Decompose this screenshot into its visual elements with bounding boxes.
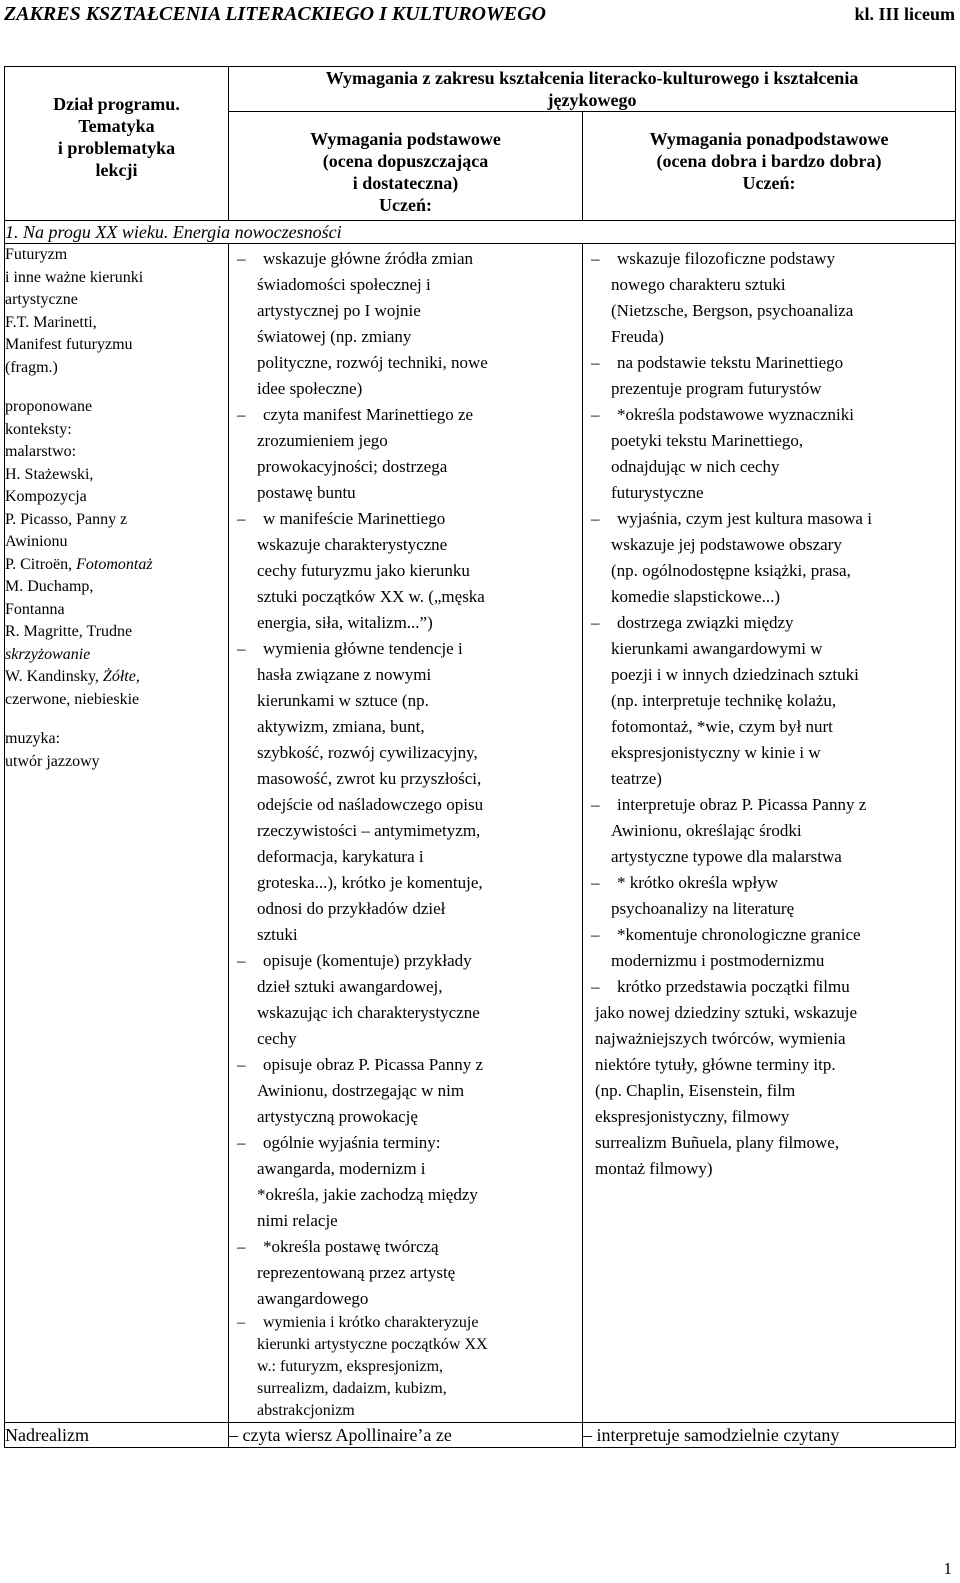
dash: – — [591, 405, 600, 424]
dash: – — [591, 795, 600, 814]
requirement-line: rzeczywistości – antymimetyzm, — [257, 821, 481, 840]
section-title: 1. Na progu XX wieku. Energia nowoczesności — [5, 221, 956, 244]
requirement-line: futurystyczne — [611, 483, 704, 502]
requirement-line: świadomości społecznej i — [257, 275, 431, 294]
requirement-line: sztuki — [257, 925, 298, 944]
requirement-line: odnajdując w nich cechy — [611, 457, 780, 476]
requirement-line: szybkość, rozwój cywilizacyjny, — [257, 743, 478, 762]
advanced-plain-line: jako nowej dziedziny sztuki, wskazuje — [595, 1003, 858, 1022]
document-title: ZAKRES KSZTAŁCENIA LITERACKIEGO I KULTUROWEGO — [4, 3, 546, 25]
requirement-item — [591, 610, 951, 792]
requirement-line: zrozumieniem jego — [257, 431, 388, 450]
advanced-plain-line: niektóre tytuły, główne terminy itp. — [595, 1055, 836, 1074]
context-line: Kompozycja — [5, 488, 87, 505]
requirement-line: deformacja, karykatura i — [257, 847, 424, 866]
requirement-item — [237, 1052, 578, 1130]
dash: – — [229, 1425, 238, 1445]
requirement-line: opisuje (komentuje) przykłady — [263, 951, 472, 970]
advanced-requirements-cell — [583, 244, 956, 1423]
requirement-line: kierunki artystyczne początków XX — [257, 1336, 488, 1353]
requirement-line: postawę buntu — [257, 483, 356, 502]
topic-line: artystyczne — [5, 291, 78, 308]
requirement-line: Awinionu, określając środki — [611, 821, 802, 840]
topic-line: Manifest futuryzmu — [5, 336, 133, 353]
requirement-line: wskazuje filozoficzne podstawy — [617, 249, 836, 268]
dash: – — [237, 1055, 246, 1074]
requirement-item — [237, 1234, 578, 1312]
requirement-line: polityczne, rozwój techniki, nowe — [257, 353, 488, 372]
requirement-line: nowego charakteru sztuki — [611, 275, 786, 294]
requirement-line: w.: futuryzm, ekspresjonizm, — [257, 1358, 444, 1375]
requirement-line: (np. interpretuje technikę kolażu, — [611, 691, 837, 710]
requirement-line: groteska...), krótko je komentuje, — [257, 873, 483, 892]
basic-header — [229, 112, 583, 221]
dash: – — [237, 639, 246, 658]
topics-cell — [5, 244, 229, 1423]
requirement-line: energia, siła, witalizm...”) — [257, 613, 433, 632]
dash: – — [591, 509, 600, 528]
requirement-line: wskazując ich charakterystyczne — [257, 1003, 480, 1022]
requirement-line: opisuje obraz P. Picassa Panny z — [263, 1055, 484, 1074]
requirement-item — [591, 350, 951, 402]
advanced-header — [583, 112, 956, 221]
requirement-line: awangarda, modernizm i — [257, 1159, 426, 1178]
requirement-line: poezji i w innych dziedzinach sztuki — [611, 665, 859, 684]
topic-line: Futuryzm — [5, 246, 68, 263]
requirement-line: fotomontaż, *wie, czym był nurt — [611, 717, 833, 736]
dash: – — [237, 951, 246, 970]
advanced-header-line: Uczeń: — [742, 173, 796, 193]
requirement-line: kierunkami awangardowymi w — [611, 639, 823, 658]
footer-basic — [229, 1423, 583, 1448]
dash: – — [237, 405, 246, 424]
advanced-header-line: (ocena dobra i bardzo dobra) — [656, 151, 882, 171]
advanced-plain-line: (np. Chaplin, Eisenstein, film — [595, 1081, 796, 1100]
requirement-line: psychoanalizy na literaturę — [611, 899, 795, 918]
advanced-plain-line: surrealizm Buñuela, plany filmowe, — [595, 1133, 840, 1152]
context-line: Awinionu — [5, 533, 68, 550]
page-number: 1 — [943, 1559, 952, 1578]
requirement-line: abstrakcjonizm — [257, 1402, 355, 1419]
context-line: malarstwo: — [5, 443, 77, 460]
requirement-line: teatrze) — [611, 769, 662, 788]
context-line: konteksty: — [5, 420, 72, 438]
footer-basic-text: czyta wiersz Apollinaire’a ze — [242, 1425, 452, 1445]
requirement-line: artystyczne typowe dla malarstwa — [611, 847, 842, 866]
requirement-item — [237, 506, 578, 636]
requirement-item — [237, 636, 578, 948]
requirement-line: *określa podstawowe wyznaczniki — [617, 405, 854, 424]
topic-line: (fragm.) — [5, 358, 58, 376]
topic-line: F.T. Marinetti, — [5, 313, 97, 331]
requirement-line: awangardowego — [257, 1289, 369, 1308]
advanced-header-line: Wymagania ponadpodstawowe — [649, 129, 889, 149]
context-line: R. Magritte, Trudne — [5, 623, 133, 640]
requirement-item — [591, 792, 951, 870]
requirement-line: cechy futuryzmu jako kierunku — [257, 561, 470, 580]
dash: – — [591, 925, 600, 944]
requirement-line: wymienia i krótko charakteryzuje — [263, 1314, 479, 1331]
requirement-line: aktywizm, zmiana, bunt, — [257, 717, 425, 736]
requirement-line: (np. ogólnodostępne książki, prasa, — [611, 561, 851, 580]
requirement-line: artystyczną prowokację — [257, 1107, 418, 1126]
dash: – — [591, 249, 600, 268]
basic-requirements-cell — [229, 244, 583, 1423]
page-header — [4, 0, 955, 30]
dash: – — [591, 977, 600, 996]
requirement-line: *komentuje chronologiczne granice — [617, 925, 861, 944]
requirement-item — [591, 246, 951, 350]
basic-header-line: Uczeń: — [379, 195, 432, 215]
requirement-line: (Nietzsche, Bergson, psychoanaliza — [611, 301, 854, 320]
context-line: P. Citroën, Fotomontaż — [5, 555, 153, 573]
requirement-line: wskazuje główne źródła zmian — [263, 249, 474, 268]
col1-header-line: lekcji — [95, 160, 138, 180]
requirement-item — [237, 1312, 578, 1422]
requirement-line: wskazuje jej podstawowe obszary — [611, 535, 842, 554]
advanced-plain-line: montaż filmowy) — [595, 1159, 713, 1178]
requirement-line: * krótko określa wpływ — [617, 873, 779, 892]
requirement-line: interpretuje obraz P. Picassa Panny z — [617, 795, 867, 814]
basic-header-line: i dostateczna) — [352, 173, 459, 193]
dash: – — [237, 1314, 245, 1331]
requirement-line: artystycznej po I wojnie — [257, 301, 421, 320]
requirement-item — [591, 922, 951, 974]
context-line: proponowane — [5, 398, 93, 415]
requirement-line: kierunkami w sztuce (np. — [257, 691, 429, 710]
advanced-plain-line: ekspresjonistyczny, filmowy — [595, 1107, 790, 1126]
basic-header-line: (ocena dopuszczająca — [322, 151, 489, 171]
requirement-line: hasła związane z nowymi — [257, 665, 432, 684]
context-line: W. Kandinsky, Żółte, — [5, 668, 140, 685]
requirement-item — [237, 1130, 578, 1234]
requirement-line: czyta manifest Marinettiego ze — [263, 405, 474, 424]
requirement-line: dostrzega związki między — [617, 613, 794, 632]
context-line: skrzyżowanie — [5, 645, 91, 663]
requirement-line: wskazuje charakterystyczne — [257, 535, 448, 554]
requirement-line: poetyki tekstu Marinettiego, — [611, 431, 804, 450]
requirements-table — [4, 66, 956, 1448]
class-label: kl. III liceum — [854, 4, 955, 24]
main-header — [229, 67, 956, 112]
footer-advanced — [583, 1423, 956, 1448]
requirement-item — [591, 870, 951, 922]
basic-header-line: Wymagania podstawowe — [310, 129, 501, 149]
footer-advanced-text: interpretuje samodzielnie czytany — [596, 1425, 840, 1445]
main-header-line: Wymagania z zakresu kształcenia literacko-kulturowego i kształcenia — [325, 68, 859, 88]
requirement-line: cechy — [257, 1029, 297, 1048]
context-line: H. Stażewski, — [5, 465, 94, 483]
advanced-continuation — [583, 1000, 955, 1182]
requirement-line: krótko przedstawia początki filmu — [617, 977, 850, 996]
requirement-line: sztuki początków XX w. („męska — [257, 587, 485, 606]
requirement-line: masowość, zwrot ku przyszłości, — [257, 769, 482, 788]
footer-topic: Nadrealizm — [5, 1423, 229, 1448]
requirement-line: ekspresjonistyczny w kinie i w — [611, 743, 821, 762]
requirement-item — [237, 402, 578, 506]
requirement-item — [591, 506, 951, 610]
requirement-item — [237, 948, 578, 1052]
requirement-line: nimi relacje — [257, 1211, 338, 1230]
dash: – — [583, 1425, 592, 1445]
context-line: M. Duchamp, — [5, 578, 94, 595]
requirement-line: *określa, jakie zachodzą między — [257, 1185, 478, 1204]
context-line: czerwone, niebieskie — [5, 690, 140, 708]
music-line: utwór jazzowy — [5, 752, 100, 770]
requirement-line: odejście od naśladowczego opisu — [257, 795, 484, 814]
col1-header-line: Dział programu. — [53, 94, 180, 114]
requirement-line: modernizmu i postmodernizmu — [611, 951, 825, 970]
dash: – — [591, 873, 600, 892]
music-line: muzyka: — [5, 730, 61, 747]
requirement-line: światowej (np. zmiany — [257, 327, 412, 346]
requirement-line: surrealizm, dadaizm, kubizm, — [257, 1380, 447, 1397]
requirement-line: ogólnie wyjaśnia terminy: — [263, 1133, 441, 1152]
dash: – — [591, 353, 600, 372]
context-line: Fontanna — [5, 600, 65, 618]
requirement-line: w manifeście Marinettiego — [263, 509, 446, 528]
col1-header-line: Tematyka — [78, 116, 155, 136]
requirement-line: idee społeczne) — [257, 379, 363, 398]
requirement-item — [237, 246, 578, 402]
topic-line: i inne ważne kierunki — [5, 268, 144, 286]
requirement-item — [591, 974, 951, 1000]
requirement-line: reprezentowaną przez artystę — [257, 1263, 456, 1282]
dash: – — [237, 1237, 246, 1256]
advanced-plain-line: najważniejszych twórców, wymienia — [595, 1029, 846, 1048]
requirement-line: dzieł sztuki awangardowej, — [257, 977, 443, 996]
requirement-line: prowokacyjności; dostrzega — [257, 457, 448, 476]
requirement-line: prezentuje program futurystów — [611, 379, 822, 398]
requirement-line: Freuda) — [611, 327, 664, 346]
col1-header-line: i problematyka — [57, 138, 176, 158]
main-header-line: językowego — [547, 90, 637, 110]
context-line: P. Picasso, Panny z — [5, 510, 128, 528]
requirement-line: odnosi do przykładów dzieł — [257, 899, 446, 918]
dash: – — [237, 1133, 246, 1152]
dash: – — [591, 613, 600, 632]
requirement-line: komedie slapstickowe...) — [611, 587, 781, 606]
requirement-line: wymienia główne tendencje i — [263, 639, 463, 658]
requirement-line: wyjaśnia, czym jest kultura masowa i — [617, 509, 872, 528]
dash: – — [237, 509, 246, 528]
requirement-line: na podstawie tekstu Marinettiego — [617, 353, 844, 372]
requirement-line: Awinionu, dostrzegając w nim — [257, 1081, 465, 1100]
dash: – — [237, 249, 246, 268]
requirement-line: *określa postawę twórczą — [263, 1237, 439, 1256]
requirement-item — [591, 402, 951, 506]
col1-header — [5, 67, 229, 221]
